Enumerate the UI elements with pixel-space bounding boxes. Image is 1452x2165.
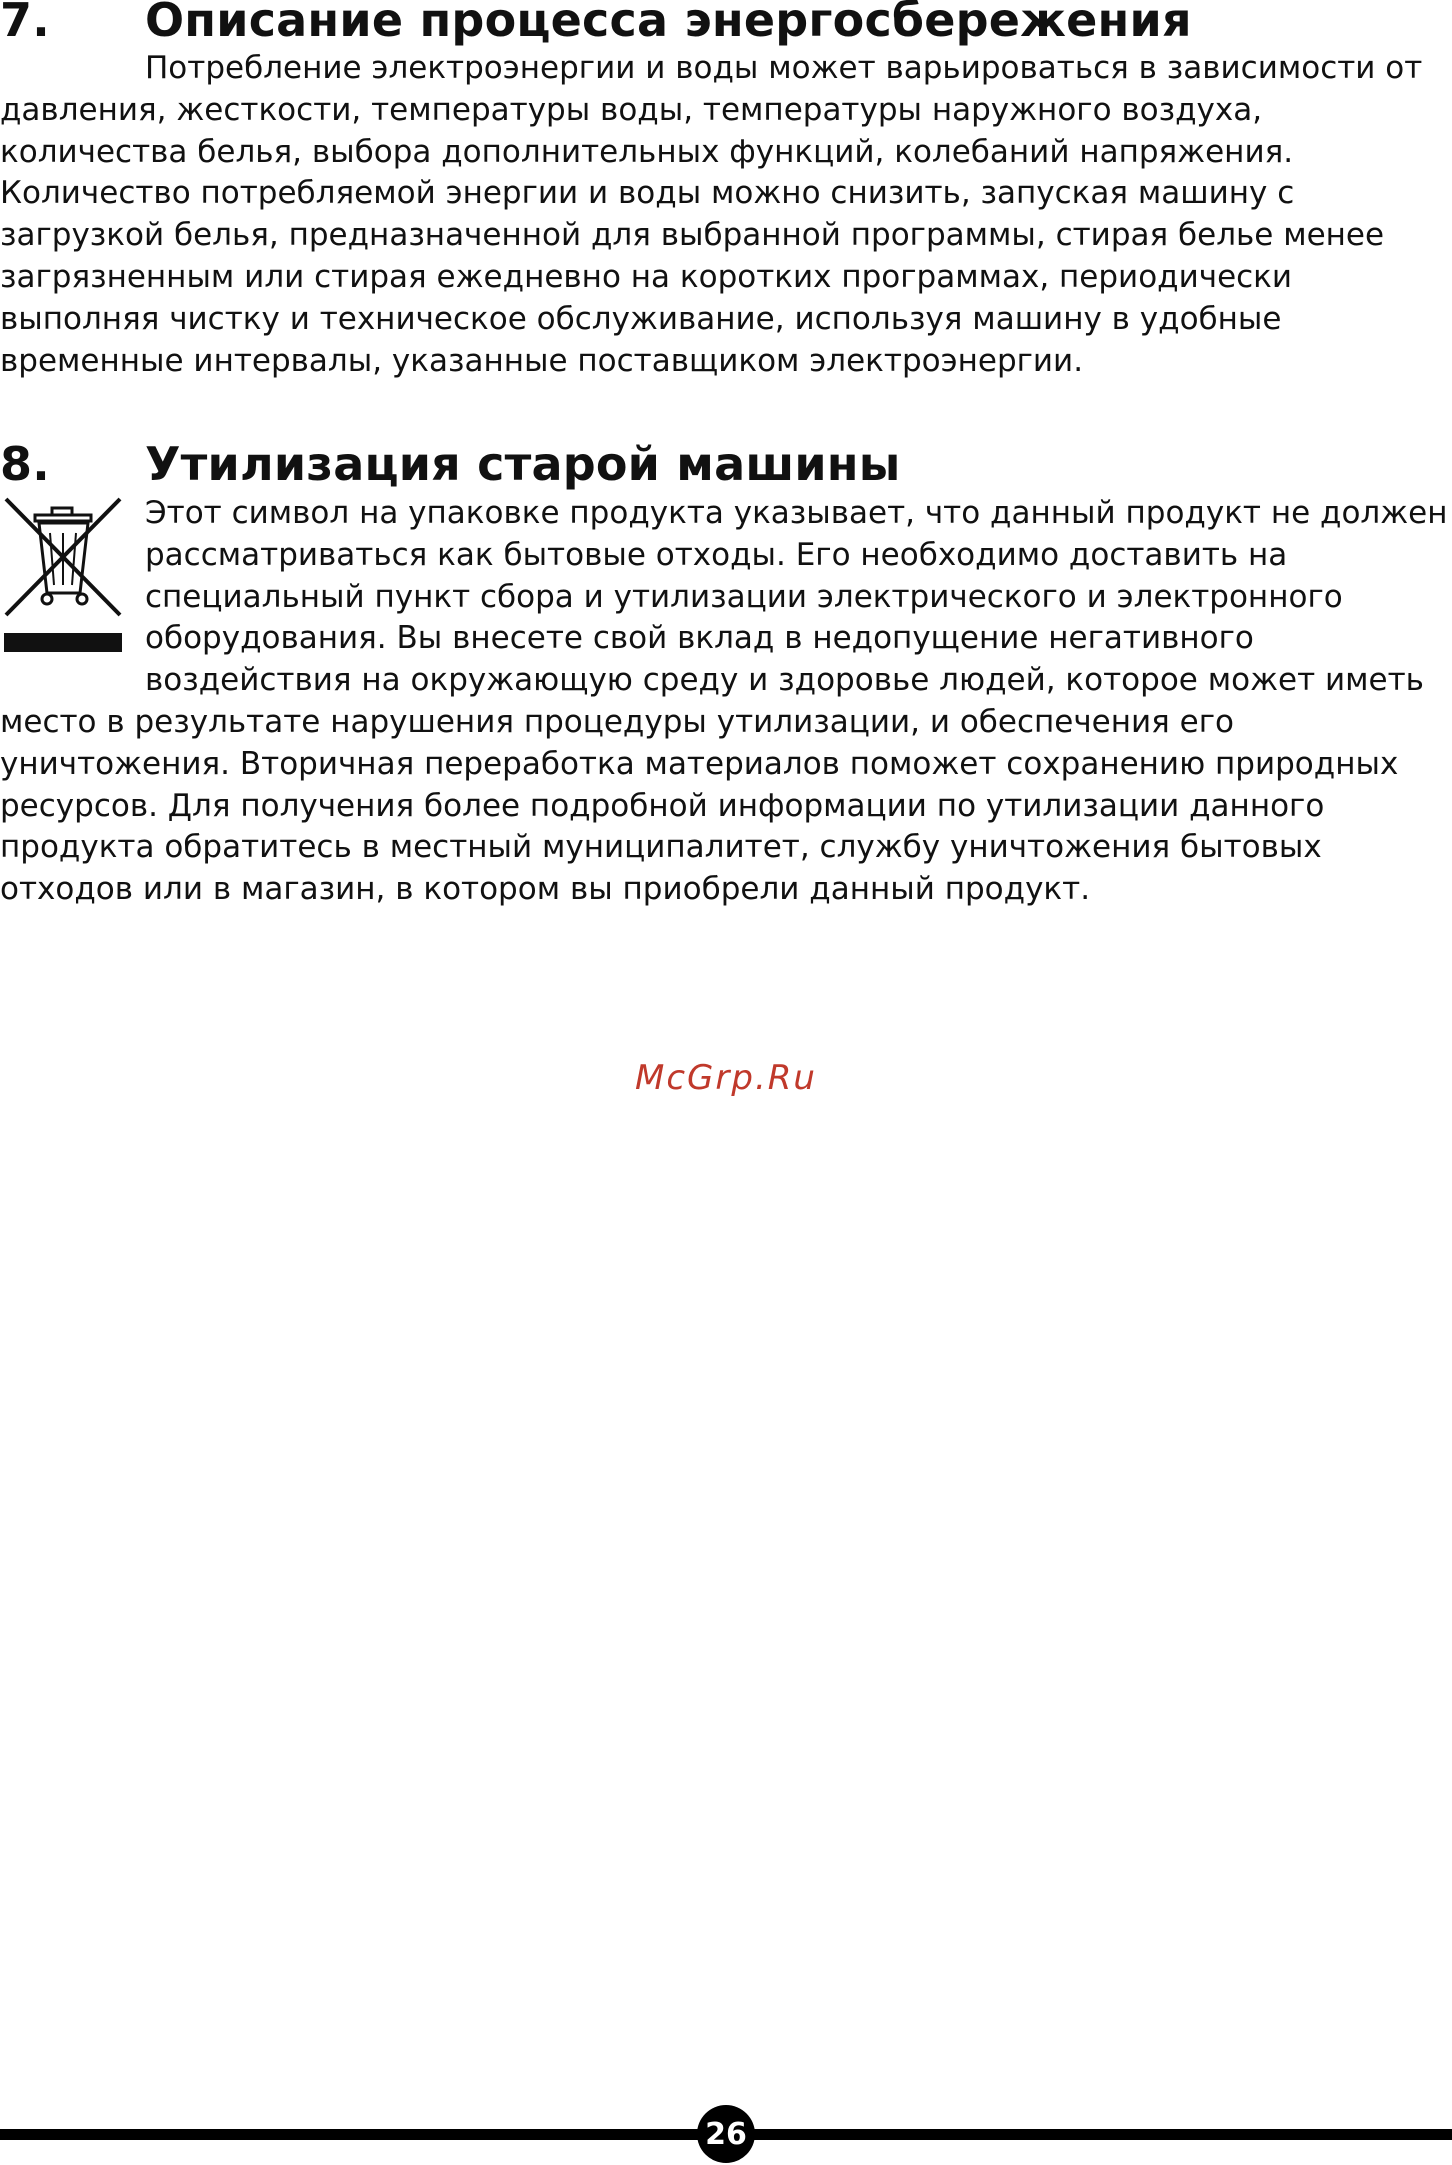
paragraph-line: Потребление электроэнергии и воды может варьироваться в зависимости от bbox=[145, 50, 1423, 86]
paragraph-line: воздействия на окружающую среду и здоровье людей, которое может иметь bbox=[145, 662, 1424, 699]
section-7-number: 7. bbox=[0, 0, 50, 47]
paragraph-line: место в результате нарушения процедуры утилизации, и обеспечения его bbox=[0, 703, 1234, 740]
section-8-title: Утилизация старой машины bbox=[145, 437, 901, 491]
section-8-paragraph bbox=[0, 493, 1452, 911]
paragraph-line: загрузкой белья, предназначенной для выбранной программы, стирая белье менее bbox=[0, 217, 1385, 254]
paragraph-line: отходов или в магазин, в котором вы приобрели данный продукт. bbox=[0, 871, 1091, 908]
paragraph-line: специальный пункт сбора и утилизации электрического и электронного bbox=[145, 578, 1343, 615]
watermark: McGrp.Ru bbox=[635, 1058, 817, 1098]
paragraph-line: выполняя чистку и техническое обслуживание, используя машину в удобные bbox=[0, 300, 1282, 337]
paragraph-line: количества белья, выбора дополнительных функций, колебаний напряжения. bbox=[0, 133, 1294, 170]
paragraph-line: ресурсов. Для получения более подробной информации по утилизации данного bbox=[0, 787, 1325, 824]
section-7-title: Описание процесса энергосбережения bbox=[145, 0, 1192, 47]
page-number-badge bbox=[697, 2105, 755, 2163]
paragraph-line: оборудования. Вы внесете свой вклад в недопущение негативного bbox=[145, 620, 1254, 657]
section-8-heading bbox=[0, 438, 901, 490]
paragraph-line: продукта обратитесь в местный муниципалитет, службу уничтожения бытовых bbox=[0, 829, 1322, 866]
paragraph-line: Количество потребляемой энергии и воды можно снизить, запуская машину с bbox=[0, 175, 1295, 212]
paragraph-line: рассматриваться как бытовые отходы. Его необходимо доставить на bbox=[145, 536, 1288, 573]
paragraph-line: загрязненным или стирая ежедневно на коротких программах, периодически bbox=[0, 258, 1293, 295]
paragraph-line: давления, жесткости, температуры воды, температуры наружного воздуха, bbox=[0, 91, 1263, 128]
section-8-number: 8. bbox=[0, 437, 50, 491]
section-7-heading bbox=[0, 0, 1192, 46]
paragraph-line: Этот символ на упаковке продукта указывает, что данный продукт не должен bbox=[145, 495, 1448, 531]
page-number: 26 bbox=[705, 2116, 747, 2152]
paragraph-line: уничтожения. Вторичная переработка материалов поможет сохранению природных bbox=[0, 745, 1399, 782]
paragraph-line: временные интервалы, указанные поставщиком электроэнергии. bbox=[0, 342, 1084, 379]
section-7-paragraph bbox=[0, 48, 1452, 382]
